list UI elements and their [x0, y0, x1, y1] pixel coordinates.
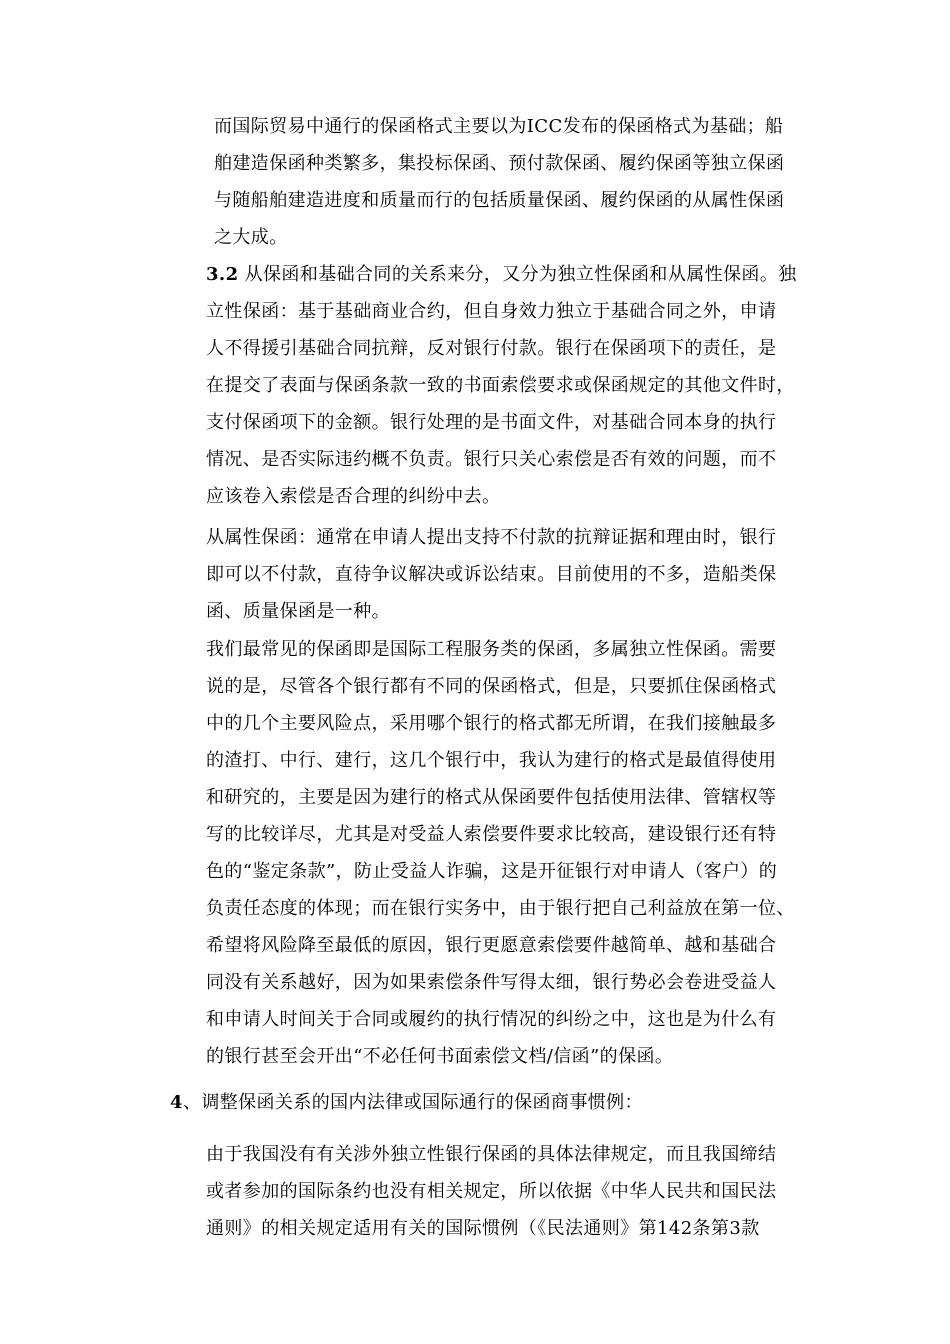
- section-3-2-first-line: [206, 263, 797, 287]
- paragraph-line: 由于我国没有有关涉外独立性银行保函的具体法律规定，而且我国缔结: [206, 1144, 777, 1165]
- paragraph-line: 函、质量保函是一种。: [206, 601, 390, 622]
- paragraph-line: 情况、是否实际违约概不负责。银行只关心索偿是否有效的问题，而不: [206, 449, 777, 470]
- section-4-heading: [170, 1091, 643, 1115]
- paragraph-line: 负责任态度的体现；而在银行实务中，由于银行把自己利益放在第一位、: [206, 898, 795, 919]
- paragraph-line: 之大成。: [214, 227, 288, 248]
- paragraph-line: 同没有关系越好，因为如果索偿条件写得太细，银行势必会卷进受益人: [206, 972, 777, 993]
- paragraph-line: 说的是，尽管各个银行都有不同的保函格式，但是，只要抓住保函格式: [206, 676, 777, 697]
- paragraph-line: 与随船舶建造进度和质量而行的包括质量保函、履约保函的从属性保函: [214, 190, 785, 211]
- paragraph-line: 而国际贸易中通行的保函格式主要以为ICC发布的保函格式为基础；船: [214, 116, 784, 137]
- paragraph-line: 和研究的，主要是因为建行的格式从保函要件包括使用法律、管辖权等: [206, 787, 777, 808]
- paragraph-line: 写的比较详尽，尤其是对受益人索偿要件要求比较高，建设银行还有特: [206, 824, 777, 845]
- paragraph-line: 支付保函项下的金额。银行处理的是书面文件，对基础合同本身的执行: [206, 412, 777, 433]
- paragraph-line: 舶建造保函种类繁多，集投标保函、预付款保函、履约保函等独立保函: [214, 153, 785, 174]
- paragraph-line: 或者参加的国际条约也没有相关规定，所以依据《中华人民共和国民法: [206, 1181, 777, 1202]
- paragraph-line: 在提交了表面与保函条款一致的书面索偿要求或保函规定的其他文件时，: [206, 375, 795, 396]
- paragraph-line: 的渣打、中行、建行，这几个银行中，我认为建行的格式是最值得使用: [206, 750, 777, 771]
- paragraph-line: 立性保函：基于基础商业合约，但自身效力独立于基础合同之外，申请: [206, 301, 777, 322]
- paragraph-line: 我们最常见的保函即是国际工程服务类的保函，多属独立性保函。需要: [206, 639, 777, 660]
- paragraph-line: 希望将风险降至最低的原因，银行更愿意索偿要件越简单、越和基础合: [206, 935, 777, 956]
- paragraph-text: 从保函和基础合同的关系来分，又分为独立性保函和从属性保函。独: [238, 264, 797, 285]
- paragraph-line: 即可以不付款，直待争议解决或诉讼结束。目前使用的不多，造船类保: [206, 564, 777, 585]
- paragraph-line: 色的“鉴定条款”，防止受益人诈骗，这是开征银行对申请人（客户）的: [206, 861, 778, 882]
- paragraph-line: 的银行甚至会开出“不必任何书面索偿文档/信函”的保函。: [206, 1046, 674, 1067]
- paragraph-line: 从属性保函：通常在申请人提出支持不付款的抗辩证据和理由时，银行: [206, 527, 777, 548]
- paragraph-line: 应该卷入索偿是否合理的纠纷中去。: [206, 486, 501, 507]
- section-number: 4: [170, 1092, 183, 1113]
- paragraph-line: 中的几个主要风险点，采用哪个银行的格式都无所谓，在我们接触最多: [206, 713, 777, 734]
- paragraph-line: 和申请人时间关于合同或履约的执行情况的纠纷之中，这也是为什么有: [206, 1009, 777, 1030]
- section-number: 3.2: [206, 264, 239, 285]
- paragraph-line: 人不得援引基础合同抗辩，反对银行付款。银行在保函项下的责任，是: [206, 338, 777, 359]
- paragraph-line: 通则》的相关规定适用有关的国际惯例（《民法通则》第142条第3款: [206, 1218, 760, 1239]
- section-heading-text: 、调整保函关系的国内法律或国际通行的保函商事惯例：: [182, 1092, 643, 1113]
